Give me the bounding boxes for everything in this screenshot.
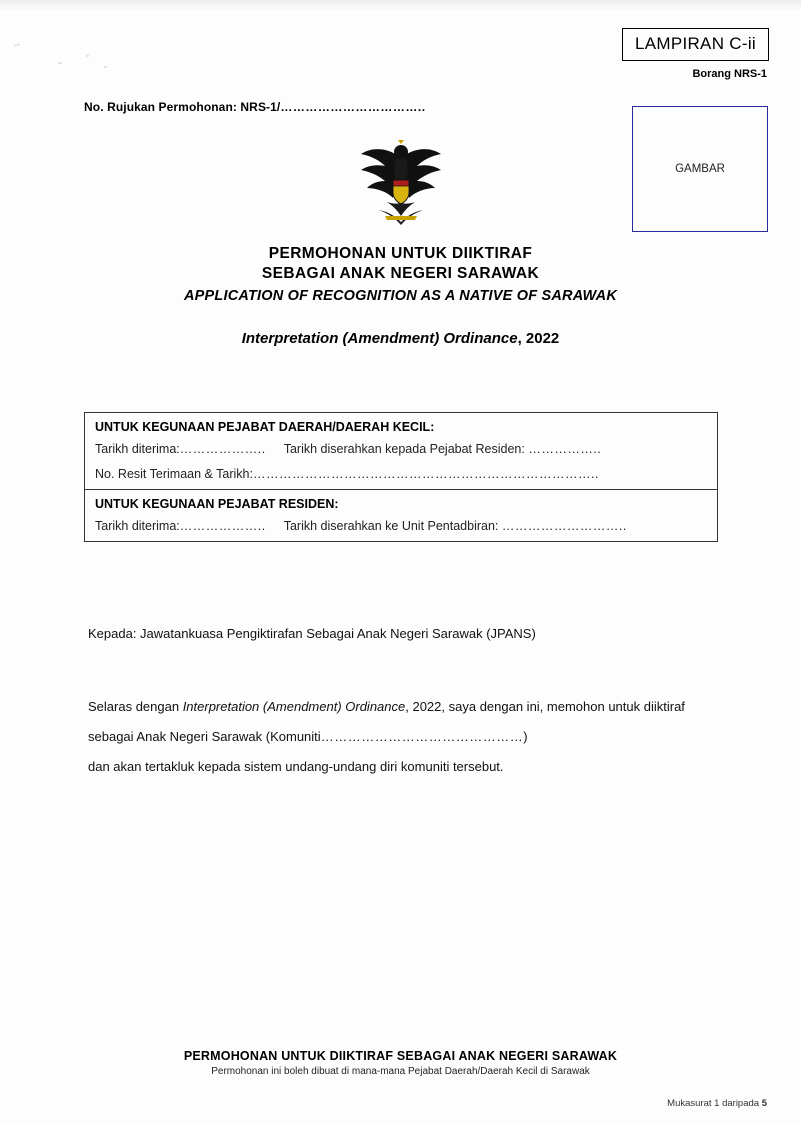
resident-received-date-blank[interactable]: ……………….. <box>179 519 266 533</box>
scan-speck <box>86 54 89 57</box>
district-forwarded-resident-blank[interactable]: …………….. <box>528 442 602 456</box>
resident-forwarded-admin-blank[interactable]: ……………………….. <box>501 519 627 533</box>
declaration-middle: , 2022, saya dengan ini, memohon untuk diiktiraf sebagai Anak Negeri Sarawak (Komuniti <box>88 699 685 744</box>
page-number-prefix: Mukasurat 1 daripada <box>667 1098 762 1109</box>
receipt-number-label: No. Resit Terimaan & Tarikh: <box>95 467 253 481</box>
application-reference-label: No. Rujukan Permohonan: NRS-1/ <box>84 100 281 114</box>
sarawak-coat-of-arms <box>0 140 801 226</box>
resident-forwarded-admin-label: Tarikh diserahkan ke Unit Pentadbiran: <box>283 519 502 533</box>
district-received-date-blank[interactable]: ……………….. <box>179 442 266 456</box>
resident-office-row-1 <box>85 516 717 541</box>
ordinance-reference <box>0 330 801 347</box>
title-line-2: SEBAGAI ANAK NEGERI SARAWAK <box>261 265 540 282</box>
title-line-1: PERMOHONAN UNTUK DIIKTIRAF <box>268 245 533 262</box>
declaration-last-line: dan akan tertakluk kepada sistem undang-undang diri komuniti tersebut. <box>88 759 504 774</box>
declaration-paragraph <box>88 692 732 782</box>
scan-speck <box>104 66 107 68</box>
declaration-prefix: Selaras dengan <box>88 699 183 714</box>
page-number <box>667 1098 767 1109</box>
scan-speck <box>14 43 20 47</box>
district-forwarded-resident-label: Tarikh diserahkan kepada Pejabat Residen: <box>283 442 529 456</box>
ordinance-year: , 2022 <box>517 330 560 347</box>
application-reference-blank: …………………………….. <box>280 100 426 114</box>
office-use-district-section <box>85 413 717 489</box>
footer-title: PERMOHONAN UNTUK DIIKTIRAF SEBAGAI ANAK NEGERI SARAWAK <box>183 1049 618 1063</box>
community-name-blank[interactable]: ……………………………………… <box>320 729 524 744</box>
addressee-line: Kepada: Jawatankuasa Pengiktirafan Sebagai Anak Negeri Sarawak (JPANS) <box>88 626 536 641</box>
office-use-table <box>84 412 718 542</box>
declaration-ordinance-name: Interpretation (Amendment) Ordinance <box>182 699 406 714</box>
district-office-heading: UNTUK KEGUNAAN PEJABAT DAERAH/DAERAH KECIL: <box>95 420 435 434</box>
district-office-row-1 <box>85 439 717 464</box>
declaration-close-paren: ) <box>523 729 528 744</box>
lampiran-label: LAMPIRAN C-ii <box>634 34 756 53</box>
ordinance-name: Interpretation (Amendment) Ordinance <box>241 330 518 347</box>
page-number-total: 5 <box>761 1098 767 1109</box>
resident-received-date-label: Tarikh diterima: <box>95 519 180 533</box>
title-line-3-english: APPLICATION OF RECOGNITION AS A NATIVE OF SARAWAK <box>184 288 617 304</box>
document-footer <box>0 1049 801 1077</box>
scan-edge-artifact <box>0 0 801 14</box>
photo-placeholder-label: GAMBAR <box>675 163 725 175</box>
district-received-date-label: Tarikh diterima: <box>95 442 180 456</box>
document-title-block <box>0 244 801 304</box>
application-reference-line <box>84 100 426 114</box>
resident-office-heading: UNTUK KEGUNAAN PEJABAT RESIDEN: <box>95 497 339 511</box>
footer-note: Permohonan ini boleh dibuat di mana-mana Pejabat Daerah/Daerah Kecil di Sarawak <box>211 1066 590 1077</box>
lampiran-label-box <box>622 28 769 61</box>
receipt-number-blank[interactable]: …………………………………………………………………….. <box>252 467 599 481</box>
scan-speck <box>58 62 62 64</box>
borang-label: Borang NRS-1 <box>692 68 767 80</box>
district-office-row-2 <box>85 464 717 489</box>
office-use-resident-section <box>85 489 717 541</box>
